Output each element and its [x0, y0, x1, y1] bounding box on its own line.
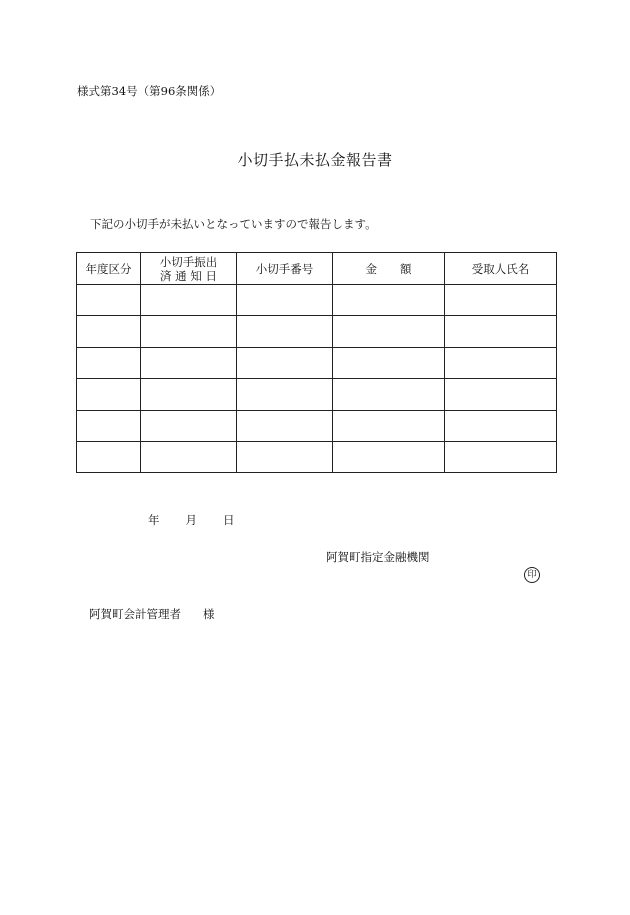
cell-check-number[interactable] [237, 441, 333, 472]
cell-recipient[interactable] [445, 379, 557, 410]
date-line [148, 512, 235, 528]
header-amount: 金 額 [333, 253, 445, 285]
document-title: 小切手払未払金報告書 [237, 151, 393, 169]
header-recipient: 受取人氏名 [445, 253, 557, 285]
cell-notice-date[interactable] [141, 379, 237, 410]
cell-recipient[interactable] [445, 285, 557, 316]
cell-check-number[interactable] [237, 347, 333, 378]
seal-mark: 印 [524, 567, 540, 583]
cell-fiscal-year[interactable] [77, 379, 141, 410]
header-notice-date-line1: 小切手振出 [159, 254, 218, 269]
cell-check-number[interactable] [237, 316, 333, 347]
cell-check-number[interactable] [237, 285, 333, 316]
header-notice-date-line2: 済 通 知 日 [160, 268, 217, 283]
table-row [77, 379, 557, 410]
header-fiscal-year: 年度区分 [77, 253, 141, 285]
table-row [77, 410, 557, 441]
cell-recipient[interactable] [445, 441, 557, 472]
cell-notice-date[interactable] [141, 285, 237, 316]
cell-amount[interactable] [333, 379, 445, 410]
cell-check-number[interactable] [237, 379, 333, 410]
date-year-label: 年 [148, 513, 160, 527]
cell-recipient[interactable] [445, 410, 557, 441]
cell-amount[interactable] [333, 410, 445, 441]
cell-amount[interactable] [333, 347, 445, 378]
table-row [77, 441, 557, 472]
cell-notice-date[interactable] [141, 316, 237, 347]
cell-notice-date[interactable] [141, 441, 237, 472]
financial-institution: 阿賀町指定金融機関 [326, 550, 430, 564]
cell-recipient[interactable] [445, 316, 557, 347]
cell-amount[interactable] [333, 316, 445, 347]
cell-notice-date[interactable] [141, 410, 237, 441]
addressee-honorific: 様 [203, 607, 215, 621]
cell-amount[interactable] [333, 441, 445, 472]
cell-recipient[interactable] [445, 347, 557, 378]
intro-text: 下記の小切手が未払いとなっていますので報告します。 [90, 217, 377, 231]
cell-fiscal-year[interactable] [77, 410, 141, 441]
date-day-label: 日 [223, 513, 235, 527]
cell-amount[interactable] [333, 285, 445, 316]
table-row [77, 285, 557, 316]
report-table [76, 252, 557, 473]
header-notice-date [141, 253, 237, 285]
cell-notice-date[interactable] [141, 347, 237, 378]
form-number: 様式第34号（第96条関係） [77, 84, 222, 98]
table-header-row [77, 253, 557, 285]
cell-check-number[interactable] [237, 410, 333, 441]
header-check-number: 小切手番号 [237, 253, 333, 285]
cell-fiscal-year[interactable] [77, 441, 141, 472]
cell-fiscal-year[interactable] [77, 316, 141, 347]
table-row [77, 347, 557, 378]
table-row [77, 316, 557, 347]
cell-fiscal-year[interactable] [77, 347, 141, 378]
addressee-name: 阿賀町会計管理者 [89, 607, 181, 621]
date-month-label: 月 [185, 513, 197, 527]
cell-fiscal-year[interactable] [77, 285, 141, 316]
addressee [89, 606, 215, 622]
